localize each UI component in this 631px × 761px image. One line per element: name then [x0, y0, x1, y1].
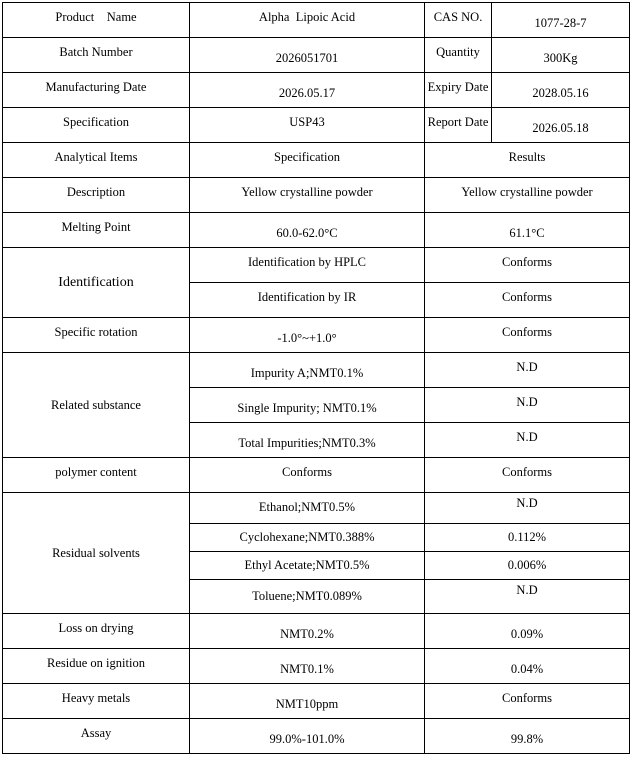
column-header-specification: Specification	[190, 143, 425, 178]
result-cyclohexane: 0.112%	[425, 524, 630, 552]
cas-label: CAS NO.	[425, 3, 492, 38]
item-residual-solvents: Residual solvents	[3, 493, 190, 614]
spec-description: Yellow crystalline powder	[190, 178, 425, 213]
item-specific-rotation: Specific rotation	[3, 318, 190, 353]
item-identification: Identification	[3, 248, 190, 318]
quantity-value: 300Kg	[492, 38, 630, 73]
cas-value: 1077-28-7	[492, 3, 630, 38]
product-name-value: Alpha Lipoic Acid	[190, 3, 425, 38]
item-assay: Assay	[3, 719, 190, 754]
spec-ethyl-acetate: Ethyl Acetate;NMT0.5%	[190, 552, 425, 580]
product-name-label: Product Name	[3, 3, 190, 38]
spec-single-impurity: Single Impurity; NMT0.1%	[190, 388, 425, 423]
result-identification-hplc: Conforms	[425, 248, 630, 283]
item-polymer-content: polymer content	[3, 458, 190, 493]
spec-identification-hplc: Identification by HPLC	[190, 248, 425, 283]
column-header-items: Analytical Items	[3, 143, 190, 178]
expiry-date-label: Expiry Date	[425, 73, 492, 108]
report-date-label: Report Date	[425, 108, 492, 143]
coa-table	[2, 2, 630, 754]
result-specific-rotation: Conforms	[425, 318, 630, 353]
spec-melting-point: 60.0-62.0°C	[190, 213, 425, 248]
batch-number-value: 2026051701	[190, 38, 425, 73]
batch-number-label: Batch Number	[3, 38, 190, 73]
spec-loss-on-drying: NMT0.2%	[190, 614, 425, 649]
result-identification-ir: Conforms	[425, 283, 630, 318]
spec-assay: 99.0%-101.0%	[190, 719, 425, 754]
item-residue-on-ignition: Residue on ignition	[3, 649, 190, 684]
column-header-results: Results	[425, 143, 630, 178]
manufacturing-date-value: 2026.05.17	[190, 73, 425, 108]
result-ethyl-acetate: 0.006%	[425, 552, 630, 580]
result-loss-on-drying: 0.09%	[425, 614, 630, 649]
result-total-impurities: N.D	[425, 423, 630, 458]
item-description: Description	[3, 178, 190, 213]
result-melting-point: 61.1°C	[425, 213, 630, 248]
spec-cyclohexane: Cyclohexane;NMT0.388%	[190, 524, 425, 552]
result-toluene: N.D	[425, 580, 630, 614]
report-date-value: 2026.05.18	[492, 108, 630, 143]
quantity-label: Quantity	[425, 38, 492, 73]
result-heavy-metals: Conforms	[425, 684, 630, 719]
result-polymer-content: Conforms	[425, 458, 630, 493]
specification-value: USP43	[190, 108, 425, 143]
spec-residue-on-ignition: NMT0.1%	[190, 649, 425, 684]
spec-identification-ir: Identification by IR	[190, 283, 425, 318]
spec-heavy-metals: NMT10ppm	[190, 684, 425, 719]
manufacturing-date-label: Manufacturing Date	[3, 73, 190, 108]
item-related-substance: Related substance	[3, 353, 190, 458]
specification-label: Specification	[3, 108, 190, 143]
result-single-impurity: N.D	[425, 388, 630, 423]
item-loss-on-drying: Loss on drying	[3, 614, 190, 649]
spec-specific-rotation: -1.0°~+1.0°	[190, 318, 425, 353]
spec-ethanol: Ethanol;NMT0.5%	[190, 493, 425, 524]
item-melting-point: Melting Point	[3, 213, 190, 248]
result-assay: 99.8%	[425, 719, 630, 754]
spec-impurity-a: Impurity A;NMT0.1%	[190, 353, 425, 388]
spec-polymer-content: Conforms	[190, 458, 425, 493]
expiry-date-value: 2028.05.16	[492, 73, 630, 108]
item-heavy-metals: Heavy metals	[3, 684, 190, 719]
result-description: Yellow crystalline powder	[425, 178, 630, 213]
result-impurity-a: N.D	[425, 353, 630, 388]
spec-toluene: Toluene;NMT0.089%	[190, 580, 425, 614]
result-residue-on-ignition: 0.04%	[425, 649, 630, 684]
result-ethanol: N.D	[425, 493, 630, 524]
spec-total-impurities: Total Impurities;NMT0.3%	[190, 423, 425, 458]
